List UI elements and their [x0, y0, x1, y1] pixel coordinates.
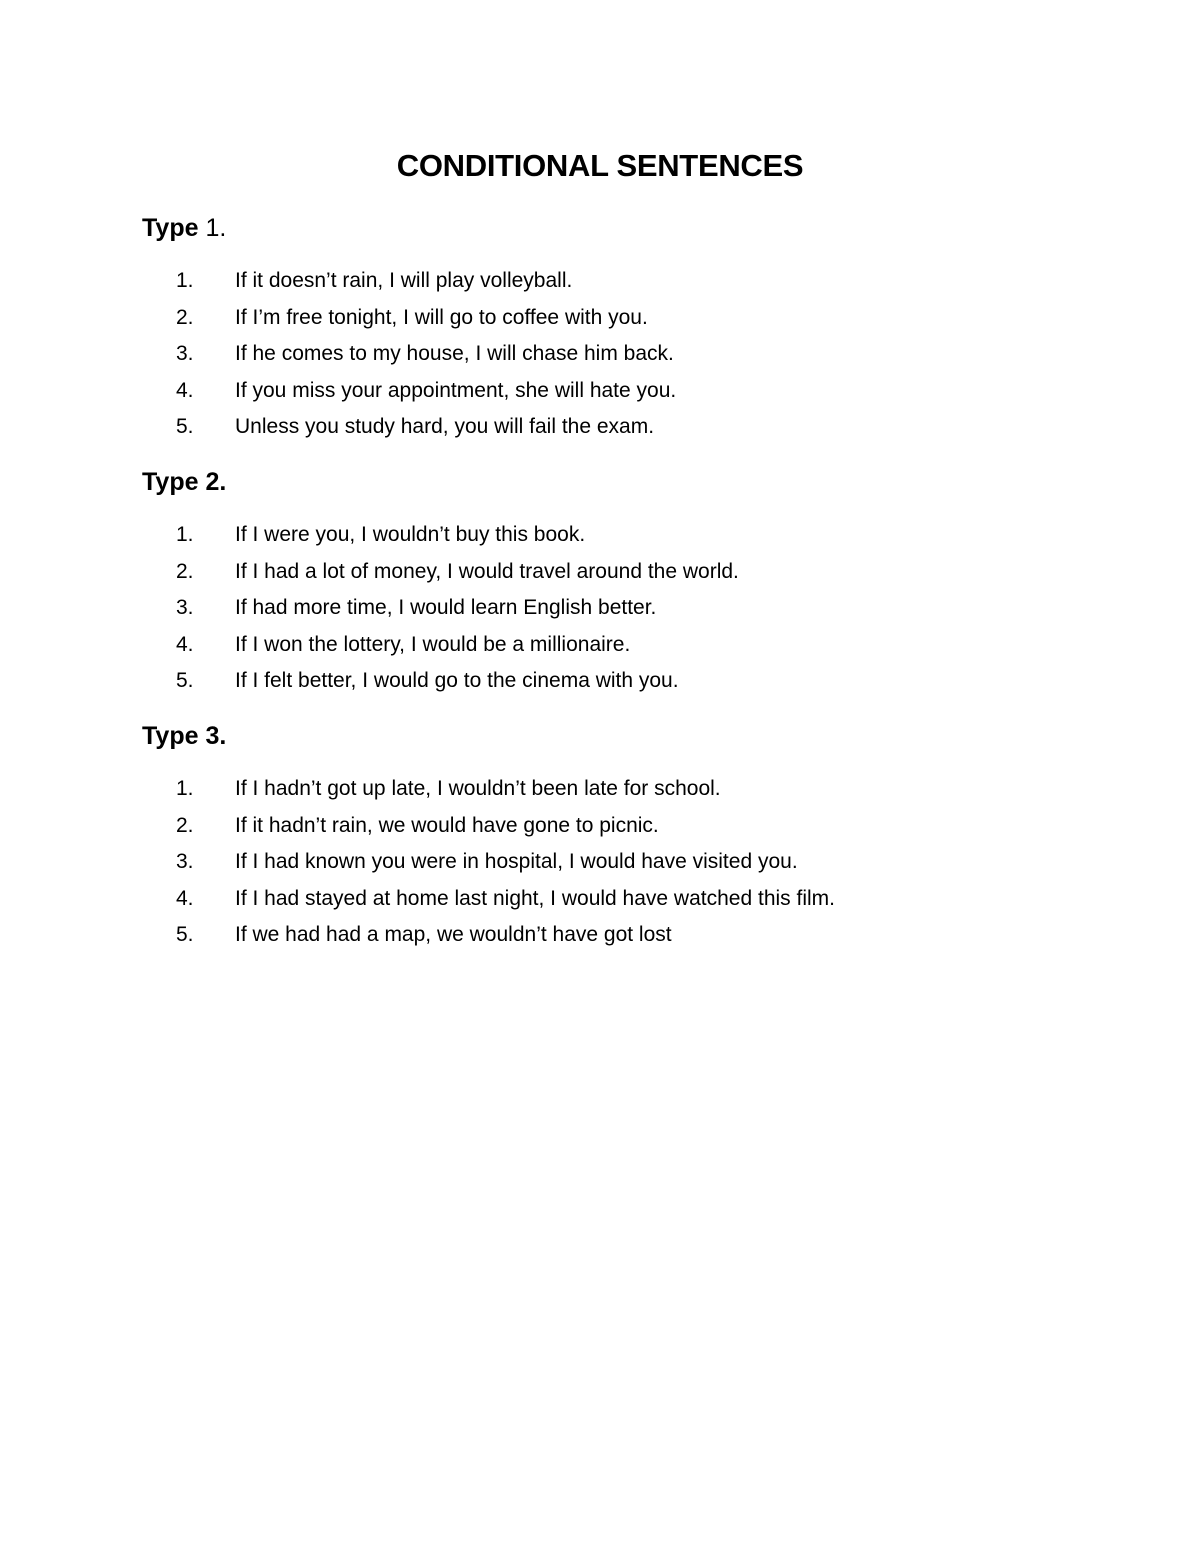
section-heading-word: Type: [142, 722, 206, 750]
sentence-text: If I were you, I wouldn’t buy this book.: [235, 523, 586, 546]
section-heading: [142, 212, 1142, 252]
list-marker: 4.: [176, 632, 194, 656]
list-marker: 4.: [176, 886, 194, 910]
sentence-text: If I felt better, I would go to the cinema with you.: [235, 669, 679, 692]
sentence-text: If I had known you were in hospital, I would have visited you.: [235, 850, 798, 873]
list-item: [142, 886, 1142, 923]
section-heading-word: Type: [142, 468, 206, 496]
sentence-text: If it hadn’t rain, we would have gone to picnic.: [235, 813, 659, 837]
list-marker: 1.: [176, 269, 194, 292]
list-marker: 2.: [176, 305, 194, 329]
list-item: [142, 813, 1142, 850]
section-heading-number: 3.: [205, 722, 227, 750]
list-item: [142, 632, 1142, 669]
list-marker: 1.: [176, 523, 194, 546]
list-item: [142, 522, 1142, 559]
list-item: [142, 668, 1142, 705]
list-item: [142, 414, 1142, 451]
sentence-list: [142, 776, 1142, 959]
sentence-text: If we had had a map, we wouldn’t have got lost: [235, 923, 672, 946]
section-heading-number: 2.: [205, 468, 227, 496]
list-marker: 5.: [176, 415, 194, 438]
sentence-text: If I had stayed at home last night, I would have watched this film.: [235, 886, 835, 910]
list-item: [142, 378, 1142, 415]
sentence-text: If I hadn’t got up late, I wouldn’t been late for school.: [235, 777, 721, 800]
section-heading: [142, 466, 1142, 506]
list-marker: 1.: [176, 777, 194, 800]
page-title: CONDITIONAL SENTENCES: [396, 148, 804, 183]
list-item: [142, 559, 1142, 596]
list-marker: 2.: [176, 813, 194, 837]
sentence-text: If he comes to my house, I will chase him back.: [235, 342, 674, 365]
section-type-3: [142, 720, 1142, 959]
sentence-list: [142, 522, 1142, 705]
section-type-1: [142, 212, 1142, 451]
sentence-list: [142, 268, 1142, 451]
list-marker: 3.: [176, 596, 194, 619]
sentence-text: If I won the lottery, I would be a millionaire.: [235, 632, 631, 656]
list-marker: 5.: [176, 669, 194, 692]
list-item: [142, 776, 1142, 813]
list-marker: 4.: [176, 378, 194, 402]
sentence-text: Unless you study hard, you will fail the exam.: [235, 415, 655, 438]
list-marker: 3.: [176, 342, 194, 365]
section-heading-word: Type: [142, 214, 206, 242]
section-heading: [142, 720, 1142, 760]
sentence-text: If it doesn’t rain, I will play volleyball.: [235, 269, 573, 292]
section-type-2: [142, 466, 1142, 705]
list-item: [142, 305, 1142, 342]
list-item: [142, 922, 1142, 959]
sentence-text: If had more time, I would learn English better.: [235, 596, 657, 619]
list-marker: 2.: [176, 559, 194, 583]
list-item: [142, 341, 1142, 378]
sentence-text: If I had a lot of money, I would travel around the world.: [235, 559, 739, 583]
list-item: [142, 849, 1142, 886]
section-heading-number: 1.: [205, 214, 227, 242]
list-item: [142, 595, 1142, 632]
list-item: [142, 268, 1142, 305]
list-marker: 3.: [176, 850, 194, 873]
list-marker: 5.: [176, 923, 194, 946]
sentence-text: If I’m free tonight, I will go to coffee with you.: [235, 305, 648, 329]
sentence-text: If you miss your appointment, she will hate you.: [235, 378, 677, 402]
